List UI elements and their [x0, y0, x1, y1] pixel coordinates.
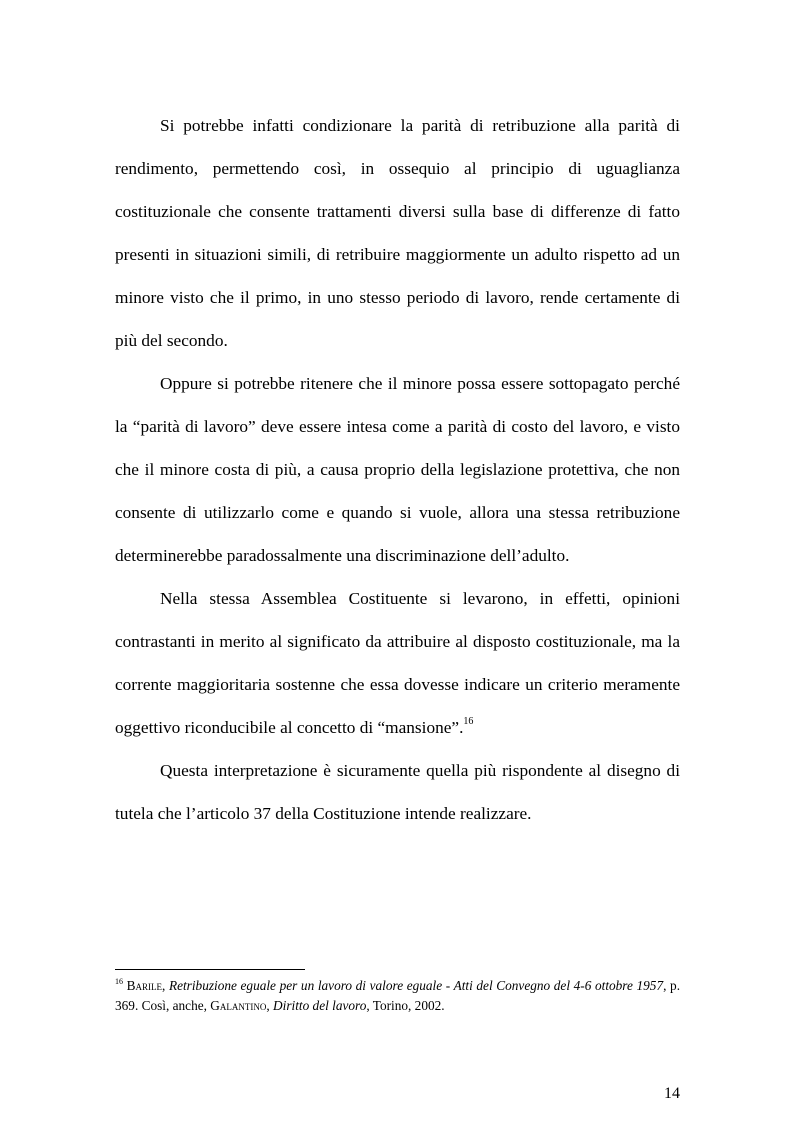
body-text [115, 104, 680, 835]
footnote-author-2: Galantino [210, 998, 267, 1013]
footnote-16 [115, 976, 680, 1016]
footnote-sep-2: , [266, 998, 274, 1013]
footnote-title-2: Diritto del lavoro [273, 998, 367, 1013]
footnote-reference[interactable]: 16 [463, 716, 474, 728]
footnote-sep-1: , [162, 978, 169, 993]
footnote-separator [115, 969, 305, 970]
paragraph-1: Si potrebbe infatti condizionare la parità di retribuzione alla parità di rendimento, permettendo così, in ossequio al principio di uguaglianza costituzionale che consente trattamenti diversi sulla base di differenze di fatto presenti in situazioni simili, di retribuire maggiormente un adulto rispetto ad un minore visto che il primo, in uno stesso periodo di lavoro, rende certamente di più del secondo. [115, 116, 680, 350]
footnote-number: 16 [115, 976, 123, 986]
footnote-author-1: Barile [126, 978, 162, 993]
paragraph-2: Oppure si potrebbe ritenere che il minore possa essere sottopagato perché la “parità di lavoro” deve essere intesa come a parità di costo del lavoro, e visto che il minore costa di più, a causa proprio della legislazione protettiva, che non consente di utilizzarlo come e quando si vuole, allora una stessa retribuzione determinerebbe paradossalmente una discriminazione dell’adulto. [115, 374, 680, 565]
footnote-title-1: Retribuzione eguale per un lavoro di valore eguale - Atti del Convegno del 4-6 ottobre 1957 [168, 978, 664, 993]
paragraph-4: Questa interpretazione è sicuramente quella più rispondente al disegno di tutela che l’articolo 37 della Costituzione intende realizzare. [115, 761, 680, 823]
paragraph-3 [115, 577, 680, 749]
footnote-mid: , p. 369. Così, anche, [115, 978, 681, 1013]
footnote-end: , Torino, 2002. [366, 998, 445, 1013]
paragraph-3-text: Nella stessa Assemblea Costituente si levarono, in effetti, opinioni contrastanti in merito al significato da attribuire al disposto costituzionale, ma la corrente maggioritaria sostenne che essa dovesse indicare un criterio meramente oggettivo riconducibile al concetto di “mansione”. [115, 589, 680, 737]
page-number: 14 [664, 1085, 680, 1102]
